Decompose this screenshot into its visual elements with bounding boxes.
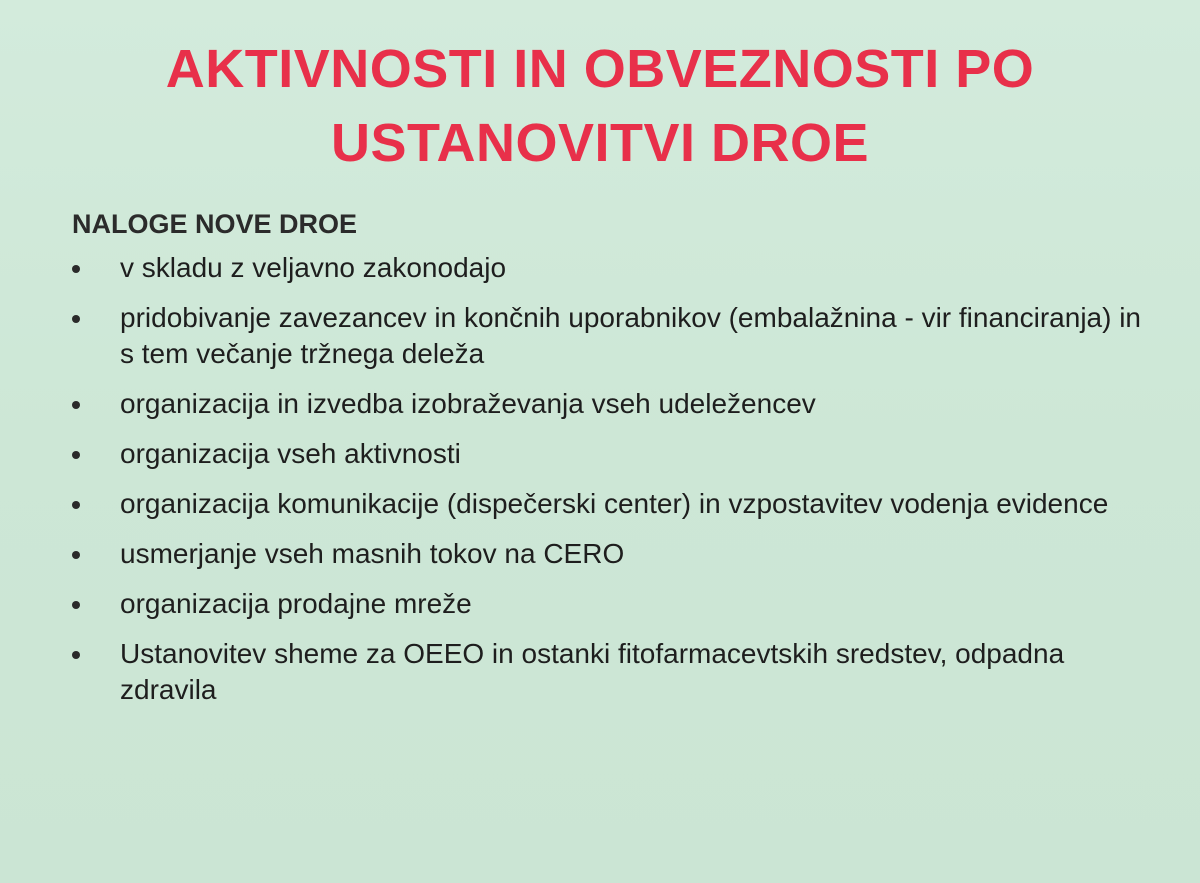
bullet-text: organizacija vseh aktivnosti: [120, 438, 461, 469]
slide-title-line-1: AKTIVNOSTI IN OBVEZNOSTI PO: [165, 39, 1035, 99]
bullet-item: [72, 586, 1152, 622]
bullet-text: pridobivanje zavezancev in končnih uporabnikov (embalažnina - vir financiranja) in s tem večanje tržnega deleža: [120, 302, 1142, 369]
bullet-list: [72, 250, 1152, 722]
bullet-text: organizacija in izvedba izobraževanja vseh udeležencev: [120, 388, 816, 419]
bullet-icon: [72, 315, 80, 323]
bullet-text: Ustanovitev sheme za OEEO in ostanki fitofarmacevtskih sredstev, odpadna zdravila: [120, 638, 1065, 705]
bullet-item: [72, 636, 1152, 708]
bullet-text: organizacija prodajne mreže: [120, 588, 472, 619]
bullet-icon: [72, 601, 80, 609]
bullet-icon: [72, 551, 80, 559]
bullet-item: [72, 486, 1152, 522]
bullet-item: [72, 436, 1152, 472]
slide-title: [0, 32, 1200, 180]
bullet-icon: [72, 651, 80, 659]
bullet-text: organizacija komunikacije (dispečerski center) in vzpostavitev vodenja evidence: [120, 488, 1109, 519]
bullet-icon: [72, 451, 80, 459]
bullet-icon: [72, 501, 80, 509]
bullet-text: v skladu z veljavno zakonodajo: [120, 252, 507, 283]
section-heading: NALOGE NOVE DROE: [72, 209, 358, 239]
bullet-item: [72, 536, 1152, 572]
bullet-icon: [72, 265, 80, 273]
bullet-text: usmerjanje vseh masnih tokov na CERO: [120, 538, 625, 569]
bullet-icon: [72, 401, 80, 409]
bullet-item: [72, 386, 1152, 422]
bullet-item: [72, 250, 1152, 286]
bullet-item: [72, 300, 1152, 372]
slide-title-line-2: USTANOVITVI DROE: [330, 113, 870, 173]
